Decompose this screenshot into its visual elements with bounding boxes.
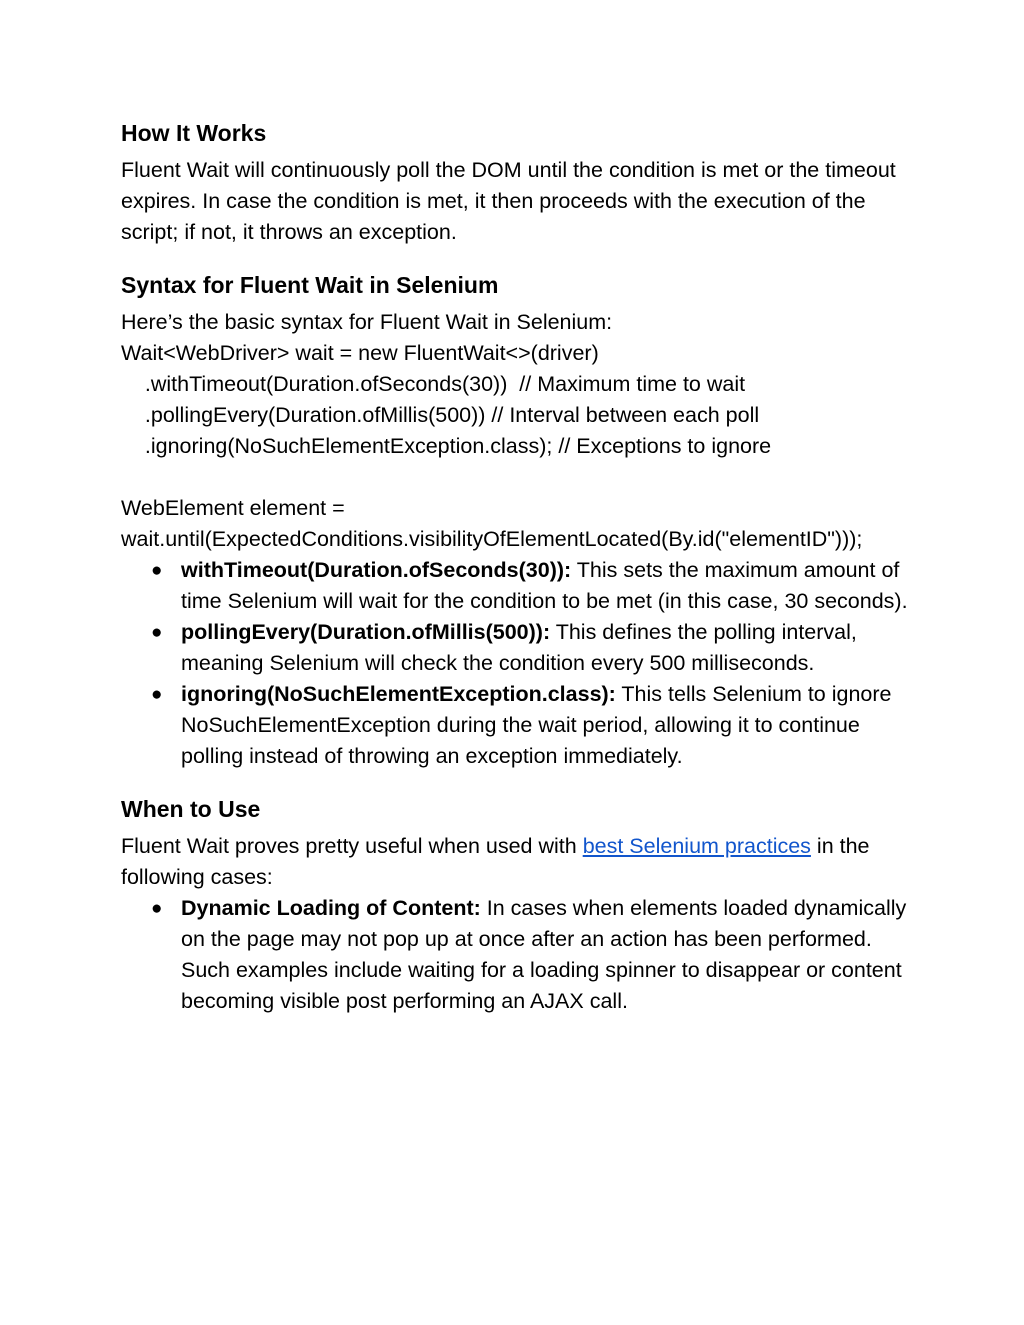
bullet-text: This sets the maximum amount of time Selenium will wait for the condition to be met (in this case, 30 seconds).: [181, 558, 908, 613]
heading-how-it-works: How It Works: [121, 120, 267, 146]
paragraph-when-to-use: [121, 831, 911, 893]
bullet-term: Dynamic Loading of Content:: [181, 896, 481, 920]
bullet-text: In cases when elements loaded dynamically on the page may not pop up at once after an action has been performed. Such examples include waiting for a loading spinner to disappear or content becoming visible post performing an AJAX call.: [181, 896, 907, 1013]
bullet-icon: ●: [151, 684, 163, 705]
text-before-link: Fluent Wait proves pretty useful when used with: [121, 834, 583, 858]
code-line: Wait<WebDriver> wait = new FluentWait<>(driver): [121, 341, 599, 365]
paragraph-how-it-works: Fluent Wait will continuously poll the DOM until the condition is met or the timeout expires. In case the condition is met, it then proceeds with the execution of the script; if not, it throws an exception.: [121, 158, 896, 244]
bullet-term: withTimeout(Duration.ofSeconds(30)):: [181, 558, 572, 582]
code-line: .withTimeout(Duration.ofSeconds(30)) // Maximum time to wait: [121, 372, 746, 396]
code-line: WebElement element =: [121, 496, 345, 520]
document-page: [121, 118, 911, 1039]
section-syntax: [121, 270, 911, 772]
bullet-icon: ●: [151, 622, 163, 643]
syntax-bullet-list: [121, 555, 911, 772]
text-after-link: in the following cases:: [121, 834, 870, 889]
heading-when-to-use: When to Use: [121, 796, 261, 822]
bullet-term: ignoring(NoSuchElementException.class):: [181, 682, 616, 706]
syntax-intro: Here’s the basic syntax for Fluent Wait in Selenium:: [121, 310, 613, 334]
section-when-to-use: [121, 794, 911, 1017]
bullet-text: This tells Selenium to ignore NoSuchElementException during the wait period, allowing it to continue polling instead of throwing an exception immediately.: [181, 682, 892, 768]
code-line: .pollingEvery(Duration.ofMillis(500)) // Interval between each poll: [121, 403, 760, 427]
best-selenium-practices-link[interactable]: best Selenium practices: [582, 834, 811, 858]
list-item: [121, 555, 911, 617]
bullet-icon: ●: [151, 898, 163, 919]
list-item: [121, 617, 911, 679]
when-to-use-bullet-list: [121, 893, 911, 1017]
section-how-it-works: [121, 118, 911, 248]
heading-syntax: Syntax for Fluent Wait in Selenium: [121, 272, 499, 298]
list-item: [121, 893, 911, 1017]
code-blank-line: [121, 462, 911, 493]
bullet-icon: ●: [151, 560, 163, 581]
bullet-term: pollingEvery(Duration.ofMillis(500)):: [181, 620, 551, 644]
list-item: [121, 679, 911, 772]
code-line: wait.until(ExpectedConditions.visibilityOfElementLocated(By.id("elementID")));: [121, 527, 863, 551]
bullet-text: This defines the polling interval, meaning Selenium will check the condition every 500 milliseconds.: [181, 620, 857, 675]
code-line: .ignoring(NoSuchElementException.class); // Exceptions to ignore: [121, 434, 772, 458]
code-block: [121, 338, 911, 555]
